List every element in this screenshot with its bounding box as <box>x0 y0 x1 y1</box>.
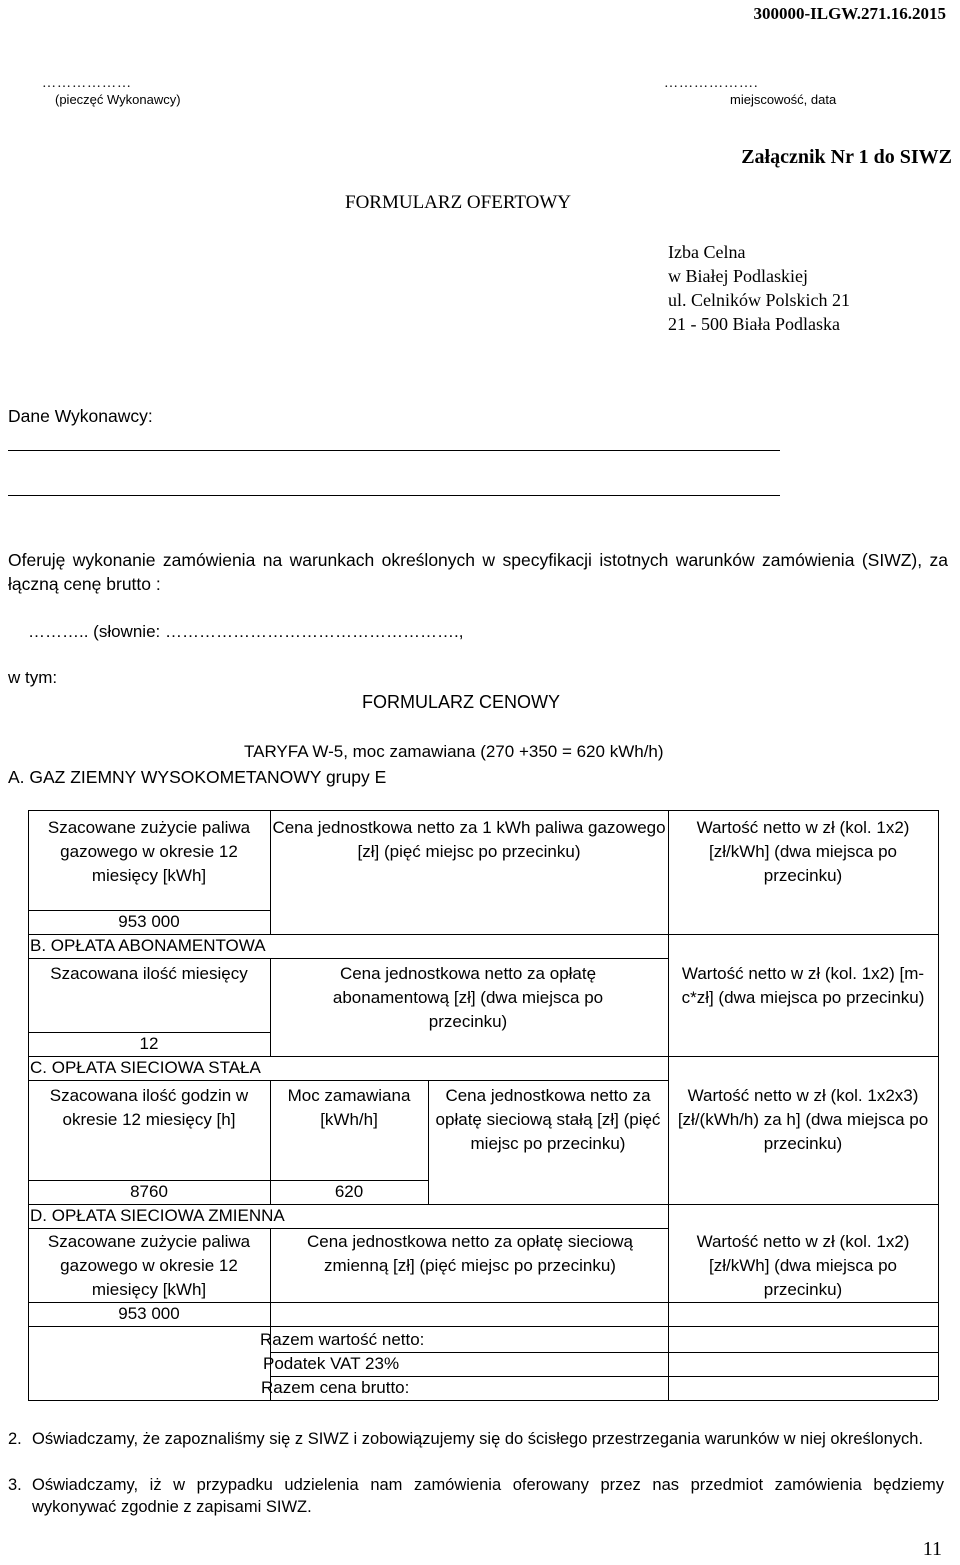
a-header-net-value: Wartość netto w zł (kol. 1x2) [zł/kWh] (dwa miejsca po przecinku) <box>696 818 910 885</box>
table-border-bottom <box>28 1400 938 1401</box>
stamp-caption: (pieczęć Wykonawcy) <box>55 92 181 107</box>
totals-line <box>28 1326 938 1327</box>
recipient-address <box>668 240 948 336</box>
stamp-dots: ……………… <box>42 76 132 91</box>
form-title: FORMULARZ OFERTOWY <box>345 192 571 213</box>
recipient-line: w Białej Podlaskiej <box>668 266 808 286</box>
contractor-label: Dane Wykonawcy: <box>8 406 153 426</box>
annex-label: Załącznik Nr 1 do SIWZ <box>741 146 952 168</box>
page-number: 11 <box>922 1538 942 1560</box>
price-table <box>28 810 938 1400</box>
c-header-capacity: Moc zamawiana [kWh/h] <box>287 1086 411 1129</box>
b-months-value: 12 <box>139 1034 159 1053</box>
c-divider <box>428 1080 429 1204</box>
c-header-net-value: Wartość netto w zł (kol. 1x2x3) [zł/(kWh/h) za h] (dwa miejsca po przecinku) <box>677 1086 929 1153</box>
d-header-unit-price: Cena jednostkowa netto za opłatę sieciową zmienną [zł] (pięć miejsc po przecinku) <box>306 1232 634 1275</box>
c-divider <box>668 1056 669 1204</box>
declaration-item <box>8 1428 944 1450</box>
c-header-unit-price: Cena jednostkowa netto za opłatę sieciową stałą [zł] (pięć miejsc po przecinku) <box>435 1086 661 1153</box>
b-divider <box>668 934 669 1056</box>
recipient-line: ul. Celników Polskich 21 <box>668 290 851 310</box>
place-date-dots: ………………. <box>664 76 759 91</box>
declaration-number: 3. <box>8 1476 22 1494</box>
declaration-number: 2. <box>8 1430 22 1448</box>
contractor-line-2 <box>8 495 780 496</box>
a-divider <box>270 810 271 934</box>
document-reference: 300000-ILGW.271.16.2015 <box>753 4 946 23</box>
recipient-line: Izba Celna <box>668 242 746 262</box>
total-net-label: Razem wartość netto: <box>260 1330 425 1349</box>
section-c-title: C. OPŁATA SIECIOWA STAŁA <box>30 1058 261 1077</box>
b-header-net-value: Wartość netto w zł (kol. 1x2) [m-c*zł] (dwa miejsca po przecinku) <box>681 964 925 1007</box>
d-header-usage: Szacowane zużycie paliwa gazowego w okresie 12 miesięcy [kWh] <box>47 1232 251 1299</box>
section-b-title: B. OPŁATA ABONAMENTOWA <box>30 936 266 955</box>
b-header-unit-price: Cena jednostkowa netto za opłatę abonamentową [zł] (dwa miejsca po przecinku) <box>332 964 604 1031</box>
table-border-top <box>28 810 938 811</box>
a-header-usage: Szacowane zużycie paliwa gazowego w okresie 12 miesięcy [kWh] <box>47 818 251 885</box>
tariff-line: TARYFA W-5, moc zamawiana (270 +350 = 620 kWh/h) <box>244 742 664 761</box>
a-divider <box>668 810 669 934</box>
table-border-right <box>938 810 939 1400</box>
total-gross-label: Razem cena brutto: <box>261 1378 410 1397</box>
d-header-net-value: Wartość netto w zł (kol. 1x2) [zł/kWh] (dwa miejsca po przecinku) <box>696 1232 910 1299</box>
c-hours-value: 8760 <box>130 1182 168 1201</box>
c-capacity-value: 620 <box>334 1182 364 1201</box>
vat-label: Podatek VAT 23% <box>263 1354 400 1373</box>
d-title-line <box>28 1228 668 1229</box>
d-usage-value: 953 000 <box>118 1304 180 1323</box>
section-a-title: A. GAZ ZIEMNY WYSOKOMETANOWY grupy E <box>8 767 387 787</box>
a-usage-value: 953 000 <box>118 912 180 931</box>
declaration-text: Oświadczamy, iż w przypadku udzielenia nam zamówienia oferowany przez nas przedmiot zamówienia będziemy wykonywać zgodnie z zapisami SIWZ. <box>32 1476 944 1516</box>
a-header-unit-price: Cena jednostkowa netto za 1 kWh paliwa gazowego [zł] (pięć miejsc po przecinku) <box>272 818 666 861</box>
declaration-item <box>8 1474 944 1518</box>
b-title-line <box>28 958 668 959</box>
place-date-caption: miejscowość, data <box>730 92 837 107</box>
b-divider <box>270 958 271 1056</box>
price-form-title: FORMULARZ CENOWY <box>362 692 560 712</box>
c-title-line <box>28 1080 668 1081</box>
w-tym-label: w tym: <box>8 668 58 687</box>
declaration-text: Oświadczamy, że zapoznaliśmy się z SIWZ i zobowiązujemy się do ścisłego przestrzegania warunków w niej określonych. <box>32 1430 924 1448</box>
contractor-line-1 <box>8 450 780 451</box>
offer-paragraph: Oferuję wykonanie zamówienia na warunkach określonych w specyfikacji istotnych warunków zamówienia (SIWZ), za łączną cenę brutto : <box>8 550 948 594</box>
words-line: ……….. (słownie: ……………………………………………., <box>28 622 464 641</box>
c-header-hours: Szacowana ilość godzin w okresie 12 miesięcy [h] <box>49 1086 249 1129</box>
b-header-months: Szacowana ilość miesięcy <box>50 964 248 983</box>
recipient-line: 21 - 500 Biała Podlaska <box>668 314 840 334</box>
section-d-title: D. OPŁATA SIECIOWA ZMIENNA <box>30 1206 285 1225</box>
